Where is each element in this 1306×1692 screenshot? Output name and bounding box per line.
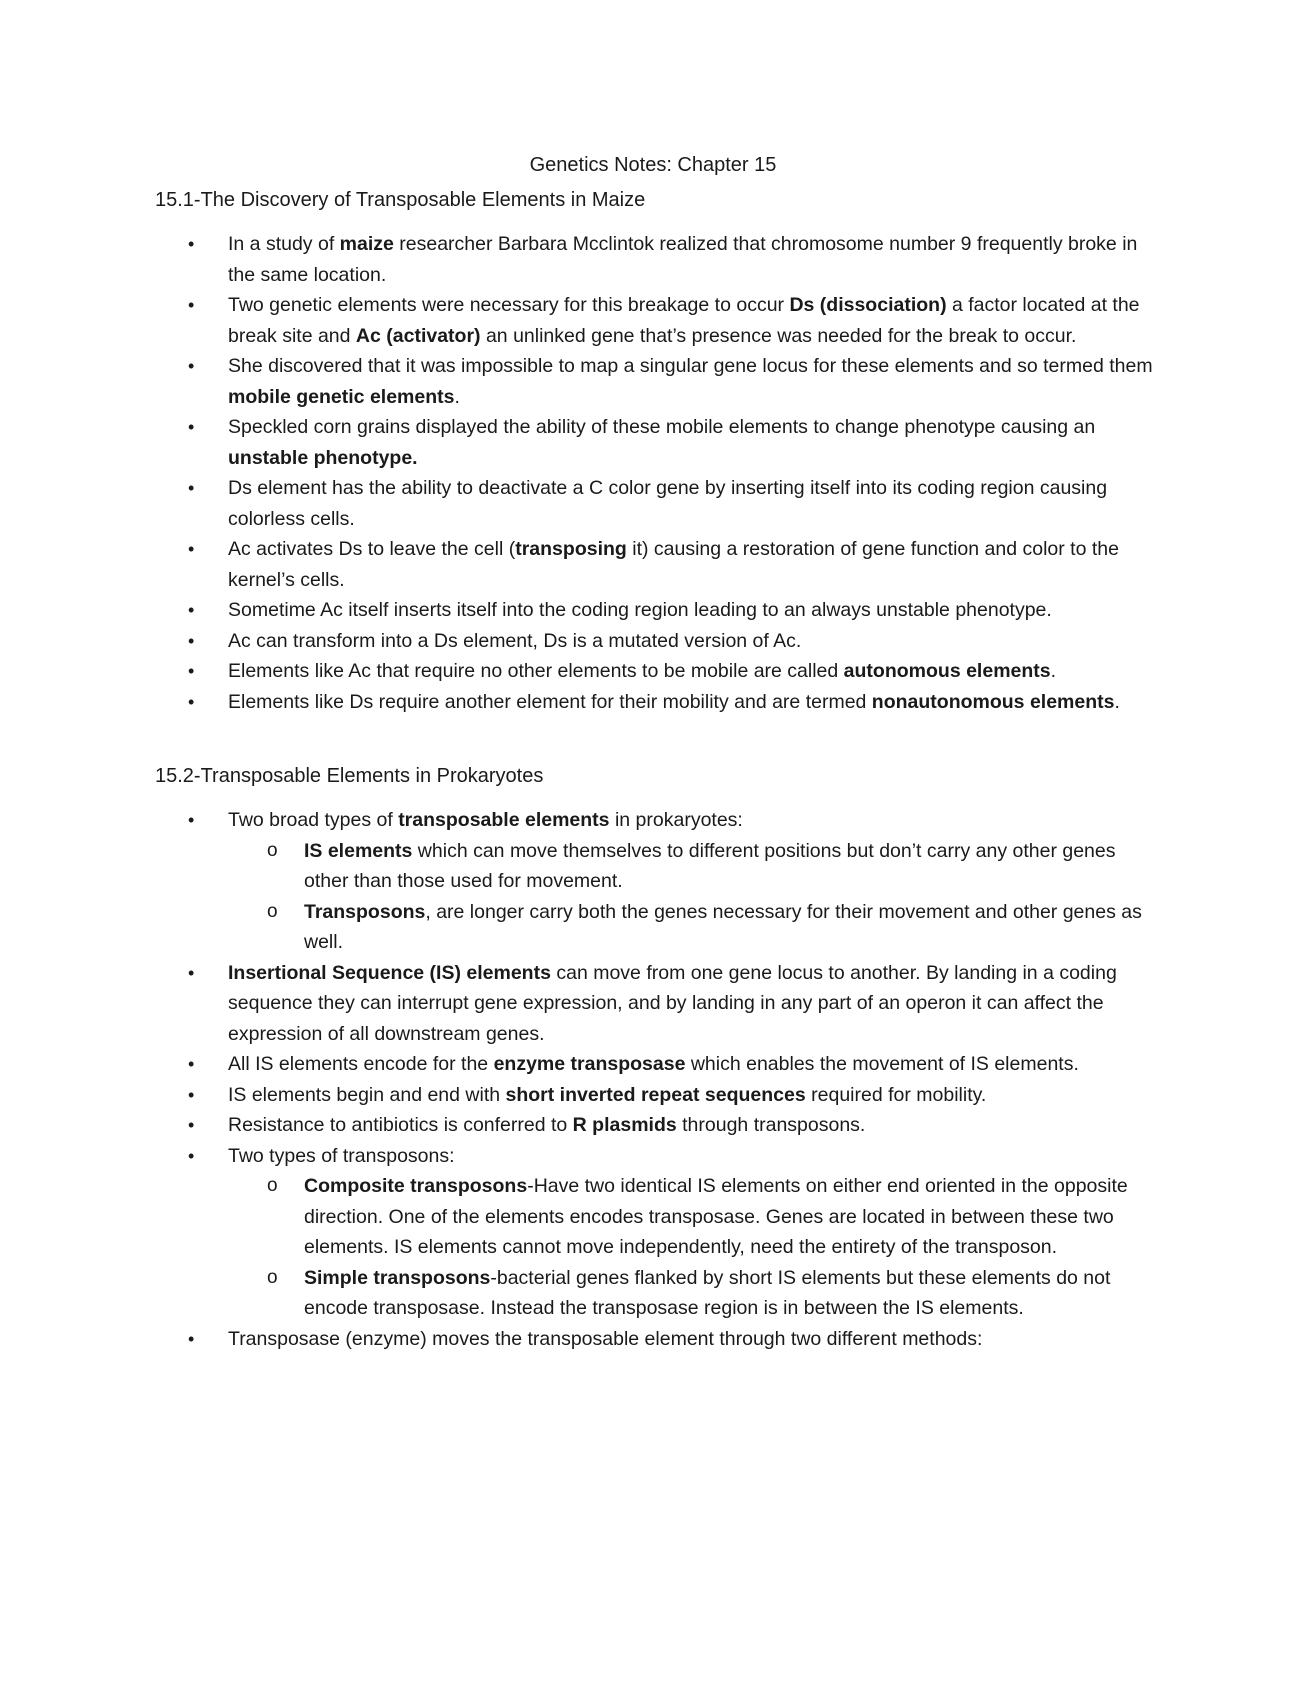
bullet-icon: • <box>188 1328 195 1349</box>
list-item <box>155 656 1155 687</box>
list-item-text <box>228 1145 455 1167</box>
list-item-text <box>228 630 801 652</box>
text-run: Ac activates Ds to leave the cell ( <box>228 538 516 560</box>
bold-term: Composite transposons <box>304 1175 528 1197</box>
bullet-icon: • <box>188 295 195 315</box>
bullet-icon: • <box>188 810 195 830</box>
list-item-text <box>228 1053 1079 1075</box>
bullet-icon: • <box>188 1054 195 1074</box>
bold-term: IS elements <box>304 839 413 862</box>
text-run: Speckled corn grains displayed the ability of these mobile elements to change phenotype causing an <box>228 416 1096 438</box>
list-item-text <box>228 1328 982 1350</box>
text-run: Elements like Ds require another element for their mobility and are termed <box>228 690 872 713</box>
list-item <box>155 290 1155 351</box>
bullet-icon: • <box>188 1145 195 1166</box>
text-run: Two genetic elements were necessary for this breakage to occur <box>228 294 790 316</box>
list-item-text <box>228 962 1117 1045</box>
sub-list-item-text <box>304 1175 1128 1258</box>
text-run: Ac can transform into a Ds element, Ds is a mutated version of Ac. <box>228 629 802 652</box>
list-item-text <box>228 1114 865 1136</box>
list-item <box>155 805 1155 958</box>
bullet-icon: • <box>188 1084 195 1105</box>
text-run: . <box>1114 690 1120 713</box>
text-run: Two broad types of <box>228 809 399 831</box>
bullet-list <box>155 805 1155 1354</box>
bullet-icon: • <box>188 539 195 559</box>
sub-list-item <box>227 1263 1155 1324</box>
bullet-icon: • <box>188 356 195 376</box>
text-run: through transposons. <box>676 1114 866 1136</box>
bold-term: short inverted repeat sequences <box>505 1083 806 1106</box>
list-item <box>155 473 1155 534</box>
list-item <box>155 1080 1155 1111</box>
bullet-icon: o <box>267 1175 278 1196</box>
text-run: She discovered that it was impossible to map a singular gene locus for these elements and so termed them <box>228 355 1153 377</box>
sub-list <box>228 836 1155 958</box>
text-run: researcher Barbara Mcclintok realized that chromosome number 9 frequently broke in the same location. <box>228 233 1138 286</box>
bold-term: Insertional Sequence (IS) elements <box>228 961 551 984</box>
bold-term: nonautonomous elements <box>871 690 1115 713</box>
sub-list-item-text <box>304 901 1142 954</box>
text-run: Two types of transposons: <box>228 1144 455 1167</box>
sub-list-item-text <box>304 1267 1110 1320</box>
bold-term: Ac (activator) <box>355 324 481 347</box>
bold-term: R plasmids <box>572 1114 677 1136</box>
list-item <box>155 595 1155 626</box>
section-15-1 <box>155 187 1155 717</box>
list-item-text <box>228 1084 986 1106</box>
text-run: . <box>1050 660 1057 682</box>
text-run: In a study of <box>228 233 340 255</box>
bold-term: transposing <box>515 538 627 560</box>
sub-list-item <box>227 897 1155 958</box>
section-15-2 <box>155 763 1155 1354</box>
text-run: it) causing a restoration of gene function and color to the kernel’s cells. <box>228 538 1119 591</box>
list-item <box>155 351 1155 412</box>
text-run: Elements like Ac that require no other elements to be mobile are called <box>228 660 844 682</box>
bold-term: unstable phenotype. <box>228 446 418 469</box>
list-item <box>155 1141 1155 1324</box>
text-run: required for mobility. <box>805 1083 987 1106</box>
bullet-icon: • <box>188 234 195 254</box>
list-item-text <box>228 691 1120 713</box>
list-item-text <box>228 355 1153 408</box>
list-item-text <box>228 416 1095 469</box>
text-run: a factor located at the break site and <box>228 294 1140 347</box>
sub-list-item <box>227 836 1155 897</box>
bold-term: Ds (dissociation) <box>789 294 947 316</box>
text-run: which enables the movement of IS elements. <box>685 1053 1079 1075</box>
text-run: All IS elements encode for the <box>228 1053 494 1075</box>
text-run: Resistance to antibiotics is conferred to <box>228 1114 573 1136</box>
list-item-text <box>228 294 1140 347</box>
bullet-icon: • <box>188 661 195 681</box>
bold-term: Simple transposons <box>304 1266 491 1289</box>
bold-term: enzyme transposase <box>493 1053 686 1075</box>
text-run: an unlinked gene that’s presence was needed for the break to occur. <box>480 324 1077 347</box>
list-item <box>155 1049 1155 1080</box>
bold-term: Transposons <box>304 900 426 923</box>
bullet-icon: • <box>188 417 195 437</box>
text-run: which can move themselves to different positions but don’t carry any other genes other than those used for movement. <box>304 839 1116 892</box>
list-item-text <box>228 477 1107 530</box>
document-title: Genetics Notes: Chapter 15 <box>529 154 777 176</box>
bullet-icon: o <box>267 900 278 922</box>
list-item <box>155 958 1155 1050</box>
bullet-icon: • <box>188 630 195 651</box>
bold-term: maize <box>339 233 394 255</box>
list-item <box>155 1110 1155 1141</box>
list-item-text <box>228 538 1119 591</box>
text-run: in prokaryotes: <box>609 809 743 831</box>
list-item-text <box>228 599 1052 621</box>
text-run: can move from one gene locus to another. By landing in a coding sequence they can interrupt gene expression, and by landing in any part of an operon it can affect the expression of all downstream genes. <box>228 961 1117 1045</box>
bullet-icon: • <box>188 478 195 498</box>
text-run: IS elements begin and end with <box>228 1083 506 1106</box>
list-item-text <box>228 660 1056 682</box>
list-item-text <box>228 809 743 831</box>
bullet-icon: • <box>188 962 195 983</box>
bullet-icon: o <box>267 1266 278 1288</box>
bullet-icon: • <box>188 1115 195 1135</box>
text-run: . <box>454 385 460 408</box>
bold-term: autonomous elements <box>843 660 1051 682</box>
bold-term: mobile genetic elements <box>228 385 455 408</box>
list-item <box>155 534 1155 595</box>
sub-list <box>228 1171 1155 1324</box>
text-run: -Have two identical IS elements on either end oriented in the opposite direction. One of the elements encodes transposase. Genes are located in between these two elements. IS elements cannot move independently, need the entirety of the transposon. <box>304 1175 1128 1258</box>
bullet-icon: • <box>188 691 195 712</box>
list-item-text <box>228 233 1137 286</box>
list-item <box>155 229 1155 290</box>
text-run: Ds element has the ability to deactivate a C color gene by inserting itself into its coding region causing colorless cells. <box>228 477 1108 530</box>
text-run: Transposase (enzyme) moves the transposable element through two different methods: <box>228 1327 983 1350</box>
bullet-list <box>155 229 1155 717</box>
section-heading: 15.2-Transposable Elements in Prokaryotes <box>155 765 544 787</box>
bullet-icon: • <box>188 600 195 620</box>
section-heading: 15.1-The Discovery of Transposable Elements in Maize <box>155 189 646 211</box>
bullet-icon: o <box>267 839 278 861</box>
bold-term: transposable elements <box>398 809 610 831</box>
list-item <box>155 1324 1155 1355</box>
list-item <box>155 687 1155 718</box>
text-run: , are longer carry both the genes necessary for their movement and other genes as well. <box>304 900 1142 953</box>
text-run: -bacterial genes flanked by short IS elements but these elements do not encode transposase. Instead the transposase region is in between the IS elements. <box>304 1266 1111 1319</box>
text-run: Sometime Ac itself inserts itself into the coding region leading to an always unstable phenotype. <box>228 599 1052 621</box>
list-item <box>155 412 1155 473</box>
sub-list-item <box>227 1171 1155 1263</box>
sub-list-item-text <box>304 840 1116 893</box>
list-item <box>155 626 1155 657</box>
